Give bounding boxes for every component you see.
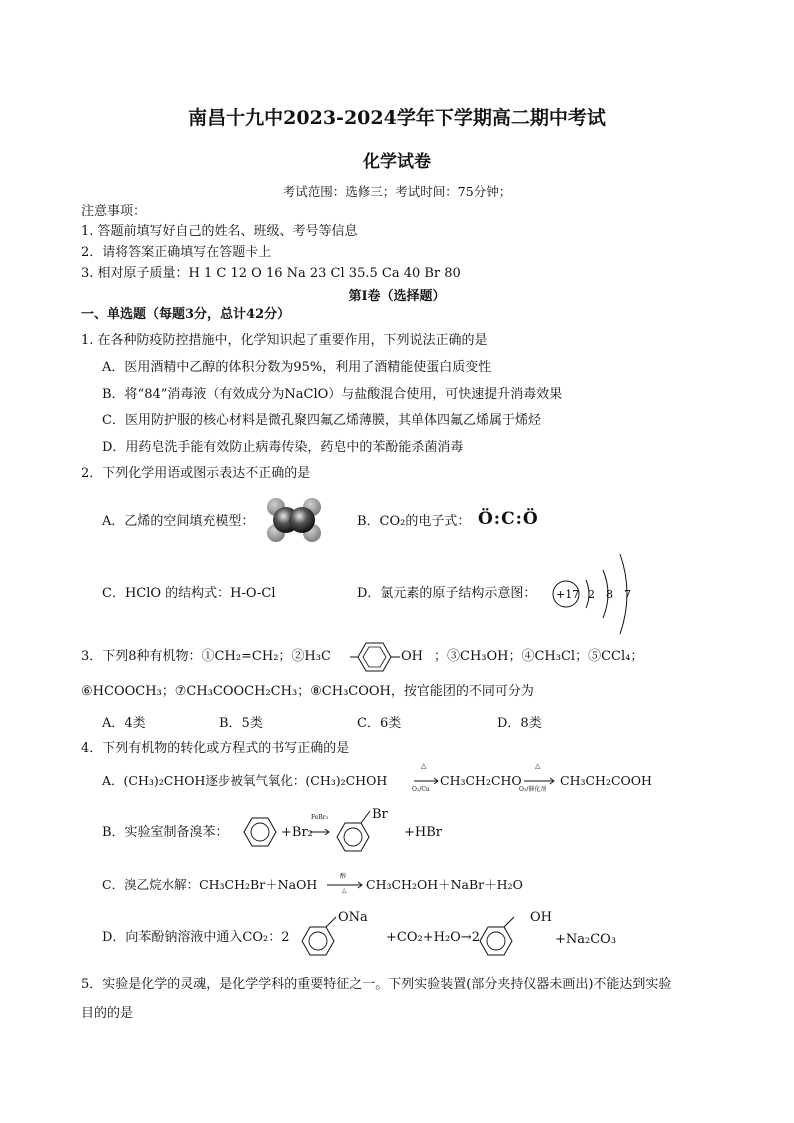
q4-a-product: CH₃CH₂COOH [560, 773, 652, 788]
shell-2-count: 8 [606, 588, 613, 601]
benzene-icon [240, 812, 280, 852]
section-heading: 一、单选题（每题3分，总计42分） [81, 307, 291, 322]
q4-a-middle: CH₃CH₂CHO [440, 773, 522, 788]
q4-d-end: +Na₂CO₃ [555, 932, 617, 947]
note-item-1: 1. 答题前填写好自己的姓名、班级、考号等信息 [81, 224, 358, 239]
arrow-4-solvent: 醇 [340, 873, 347, 880]
reaction-arrow-3 [309, 826, 333, 838]
arrow-2-reagent: O₂/催化剂 [519, 786, 547, 793]
q2-option-d: D．氯元素的原子结构示意图： [357, 586, 537, 601]
oh-substituent: OH [530, 910, 552, 925]
nucleus-charge: +17 [556, 588, 580, 601]
q4-stem: 4．下列有机物的转化或方程式的书写正确的是 [81, 741, 350, 756]
q3-option-a: A．4类 [102, 716, 146, 731]
q4-option-c: C．溴乙烷水解：CH₃CH₂Br＋NaOH [102, 877, 318, 892]
shell-1-count: 2 [588, 588, 595, 601]
q3-line1-end: ；③CH₃OH；④CH₃Cl；⑤CCl₄； [434, 649, 644, 664]
arrow-1-reagent: O₂/Cu [412, 786, 430, 793]
bromine-substituent: Br [372, 807, 388, 822]
shell-3-count: 7 [624, 588, 631, 601]
exam-title: 南昌十九中2023-2024学年下学期高二期中考试 [188, 107, 606, 129]
q3-oh-group: OH [401, 649, 423, 664]
q2-option-b: B．CO₂的电子式： [357, 514, 471, 529]
q3-line1-start: 3．下列8种有机物：①CH₂=CH₂；②H₃C [81, 649, 331, 664]
q3-option-c: C．6类 [357, 716, 402, 731]
arrow-1-heat: △ [421, 762, 427, 770]
ethylene-model-image [266, 496, 322, 544]
arrow-4-heat: △ [342, 887, 347, 894]
arrow-2-heat: △ [535, 762, 541, 770]
phenol-structure [474, 905, 534, 965]
exam-range: 考试范围：选修三；考试时间：75分钟； [282, 184, 512, 199]
q1-option-c: C．医用防护服的核心材料是微孔聚四氟乙烯薄膜，其单体四氟乙烯属于烯烃 [102, 413, 541, 428]
note-item-2: 2．请将答案正确填写在答题卡上 [81, 245, 272, 260]
q1-option-d: D．用药皂洗手能有效防止病毒传染，药皂中的苯酚能杀菌消毒 [102, 440, 464, 455]
bromine-reagent: +Br₂ [281, 825, 313, 840]
chlorine-atom-diagram [550, 552, 640, 636]
q3-line2: ⑥HCOOCH₃；⑦CH₃COOCH₂CH₃；⑧CH₃COOH，按官能团的不同可分为 [81, 684, 534, 699]
q1-option-b: B．将“84”消毒液（有效成分为NaClO）与盐酸混合使用，可快速提升消毒效果 [102, 387, 563, 402]
q5-line2: 目的的是 [81, 1006, 134, 1021]
q3-option-d: D．8类 [497, 716, 542, 731]
q2-option-c: C．HClO 的结构式：H-O-Cl [102, 586, 276, 601]
catalyst-label: FeBr₃ [311, 814, 329, 821]
q4-option-d: D．向苯酚钠溶液中通入CO₂：2 [102, 930, 290, 945]
q3-option-b: B．5类 [219, 716, 263, 731]
notes-heading: 注意事项： [81, 204, 147, 219]
exam-subtitle: 化学试卷 [363, 152, 431, 172]
benzene-ring-icon [350, 640, 400, 674]
q1-stem: 1. 在各种防疫防控措施中，化学知识起了重要作用，下列说法正确的是 [81, 333, 488, 348]
q2-option-a: A．乙烯的空间填充模型： [102, 514, 255, 529]
co2-electron-formula: Ö:C:Ö [478, 509, 539, 529]
q4-option-a: A．(CH₃)₂CHOH逐步被氧气氧化：(CH₃)₂CHOH [102, 773, 388, 788]
q4-c-products: CH₃CH₂OH＋NaBr＋H₂O [366, 877, 523, 892]
q1-option-a: A．医用酒精中乙醇的体积分数为95%，利用了酒精能使蛋白质变性 [102, 360, 492, 375]
part-heading: 第Ⅰ卷（选择题） [348, 289, 446, 304]
q4-d-middle: +CO₂+H₂O→2 [386, 930, 480, 945]
ona-substituent: ONa [338, 910, 368, 925]
hbr-product: +HBr [404, 825, 442, 840]
q2-stem: 2．下列化学用语或图示表达不正确的是 [81, 466, 311, 481]
note-item-3: 3. 相对原子质量：H 1 C 12 O 16 Na 23 Cl 35.5 Ca 40 Br 80 [81, 266, 461, 281]
q4-option-b: B．实验室制备溴苯： [102, 825, 229, 840]
q5-line1: 5．实验是化学的灵魂，是化学学科的重要特征之一。下列实验装置(部分夹持仪器未画出)不能达到实验 [81, 977, 672, 992]
